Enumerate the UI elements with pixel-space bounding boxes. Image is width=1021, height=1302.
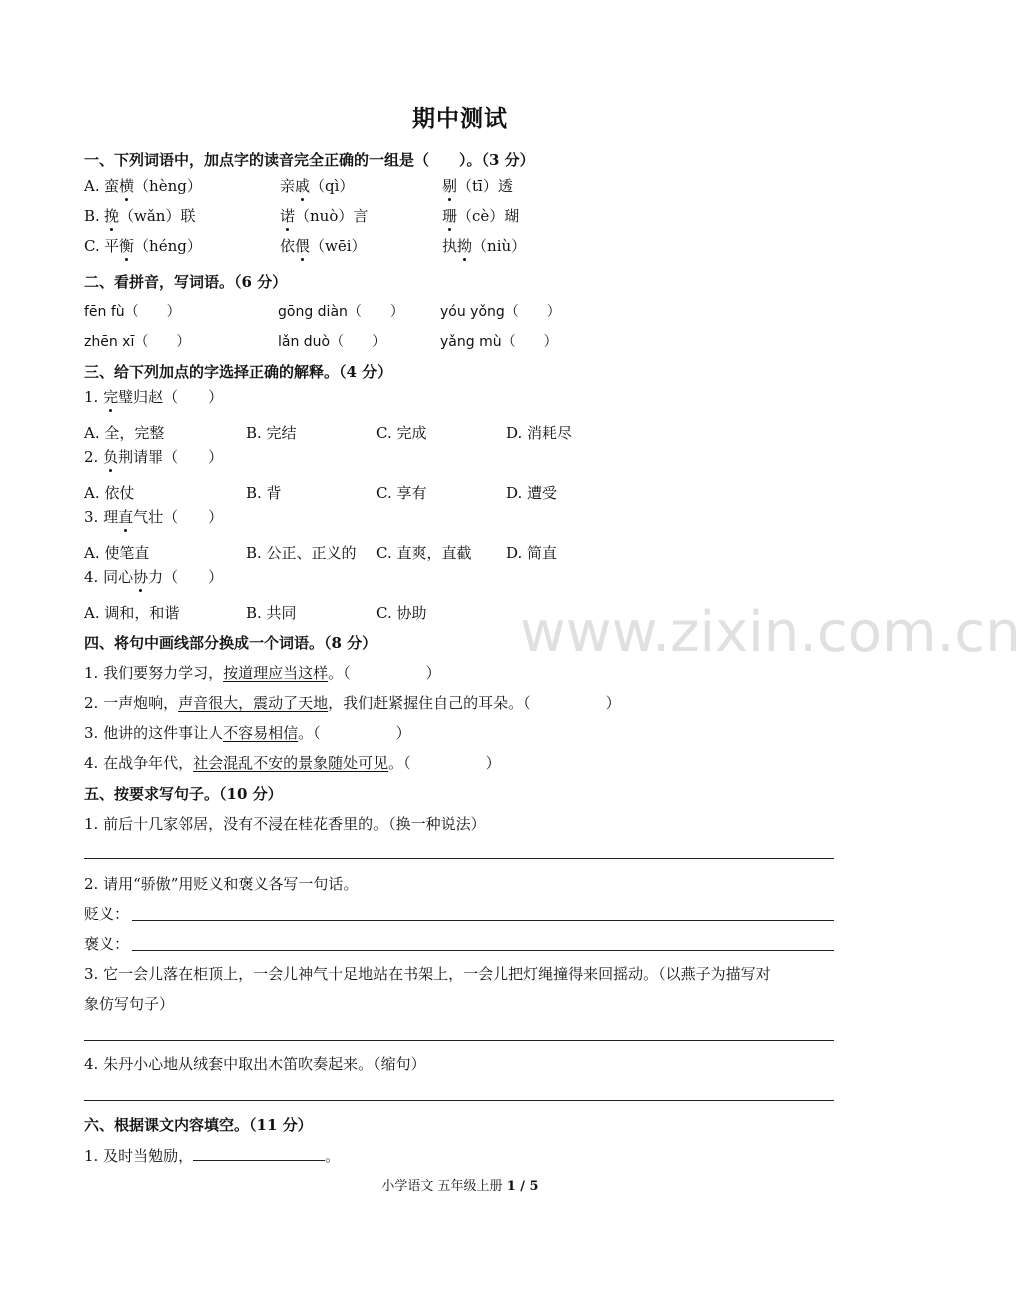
baoyi-label: 褒义： (84, 935, 130, 953)
q3-option: B. 共同 (246, 604, 297, 622)
q3-option: B. 公正、正义的 (246, 544, 357, 562)
watermark: www.zixin.com.cn (520, 600, 1021, 665)
q4-item: 4. 在战争年代，社会混乱不安的景象随处可见。（ ） (84, 754, 501, 772)
q4-item: 1. 我们要努力学习，按道理应当这样。（ ） (84, 664, 441, 682)
q3-stem: 2. 负荆请罪（ ） (84, 448, 224, 466)
q2-item: gōng diàn（ ） (278, 304, 404, 320)
q3-option: C. 完成 (376, 424, 427, 442)
q3-stem: 4. 同心协力（ ） (84, 568, 224, 586)
baoyi-answer-line[interactable] (132, 950, 834, 951)
bianyi-answer-line[interactable] (132, 920, 834, 921)
q3-option: C. 享有 (376, 484, 427, 502)
q5-heading: 五、按要求写句子。（10 分） (84, 785, 283, 803)
q1-b-word2: 诺（nuò）言 (280, 207, 369, 225)
q3-option: C. 直爽，直截 (376, 544, 472, 562)
answer-line[interactable] (84, 1040, 834, 1041)
q2-item: yǎng mù（ ） (440, 334, 558, 350)
page-footer: 小学语文 五年级上册 1 / 5 (381, 1179, 539, 1194)
q6-heading: 六、根据课文内容填空。（11 分） (84, 1116, 313, 1134)
page-title: 期中测试 (412, 105, 508, 132)
q5-sentence-4: 4. 朱丹小心地从绒套中取出木笛吹奏起来。（缩句） (84, 1055, 426, 1073)
q3-option: D. 简直 (506, 544, 558, 562)
q2-item: yóu yǒng（ ） (440, 304, 561, 320)
q5-sentence-3b: 象仿写句子） (84, 995, 175, 1013)
q3-option: A. 使笔直 (84, 544, 150, 562)
q1-a-word2: 亲戚（qì） (280, 177, 355, 195)
q6-blank[interactable] (193, 1146, 325, 1161)
q1-c-word3: 执拗（niù） (442, 237, 527, 255)
q4-item: 2. 一声炮响，声音很大，震动了天地，我们赶紧握住自己的耳朵。（ ） (84, 694, 621, 712)
q3-option: D. 消耗尽 (506, 424, 573, 442)
answer-line[interactable] (84, 858, 834, 859)
answer-line[interactable] (84, 1100, 834, 1101)
q1-option-a-label: A. (84, 177, 100, 195)
q2-item: fēn fù（ ） (84, 304, 181, 320)
q1-a-word1: 蛮横（hèng） (104, 177, 202, 195)
q3-option: B. 背 (246, 484, 282, 502)
q1-c-word2: 依偎（wēi） (280, 237, 367, 255)
q4-item: 3. 他讲的这件事让人不容易相信。（ ） (84, 724, 411, 742)
q5-sentence-2: 2. 请用“骄傲”用贬义和褒义各写一句话。 (84, 875, 359, 893)
q2-item: lǎn duò（ ） (278, 334, 387, 350)
q3-option: A. 依仗 (84, 484, 135, 502)
q1-c-word1: 平衡（héng） (104, 237, 202, 255)
q1-option-c-label: C. (84, 237, 100, 255)
bianyi-label: 贬义： (84, 905, 130, 923)
q3-stem: 1. 完璧归赵（ ） (84, 388, 224, 406)
q3-option: A. 全，完整 (84, 424, 165, 442)
q5-sentence-1: 1. 前后十几家邻居，没有不浸在桂花香里的。（换一种说法） (84, 815, 486, 833)
page-number: 1 / 5 (506, 1179, 539, 1194)
q4-heading: 四、将句中画线部分换成一个词语。（8 分） (84, 634, 378, 652)
q3-option: A. 调和，和谐 (84, 604, 180, 622)
q1-b-word1: 挽（wǎn）联 (104, 207, 196, 225)
q3-option: B. 完结 (246, 424, 297, 442)
q2-item: zhēn xī（ ） (84, 334, 191, 350)
q1-a-word3: 剔（tī）透 (442, 177, 513, 195)
q5-sentence-3a: 3. 它一会儿落在柜顶上，一会儿神气十足地站在书架上，一会儿把灯绳撞得来回摇动。（以燕子为描写对 (84, 965, 771, 983)
q3-option: D. 遭受 (506, 484, 558, 502)
q1-heading: 一、下列词语中，加点字的读音完全正确的一组是（ ）。（3 分） (84, 151, 535, 169)
q3-heading: 三、给下列加点的字选择正确的解释。（4 分） (84, 363, 393, 381)
q2-heading: 二、看拼音，写词语。（6 分） (84, 273, 288, 291)
q6-item-1: 1. 及时当勉励， 。 (84, 1147, 341, 1165)
q1-b-word3: 珊（cè）瑚 (442, 207, 520, 225)
q3-option: C. 协助 (376, 604, 427, 622)
q1-option-b-label: B. (84, 207, 100, 225)
q3-stem: 3. 理直气壮（ ） (84, 508, 224, 526)
